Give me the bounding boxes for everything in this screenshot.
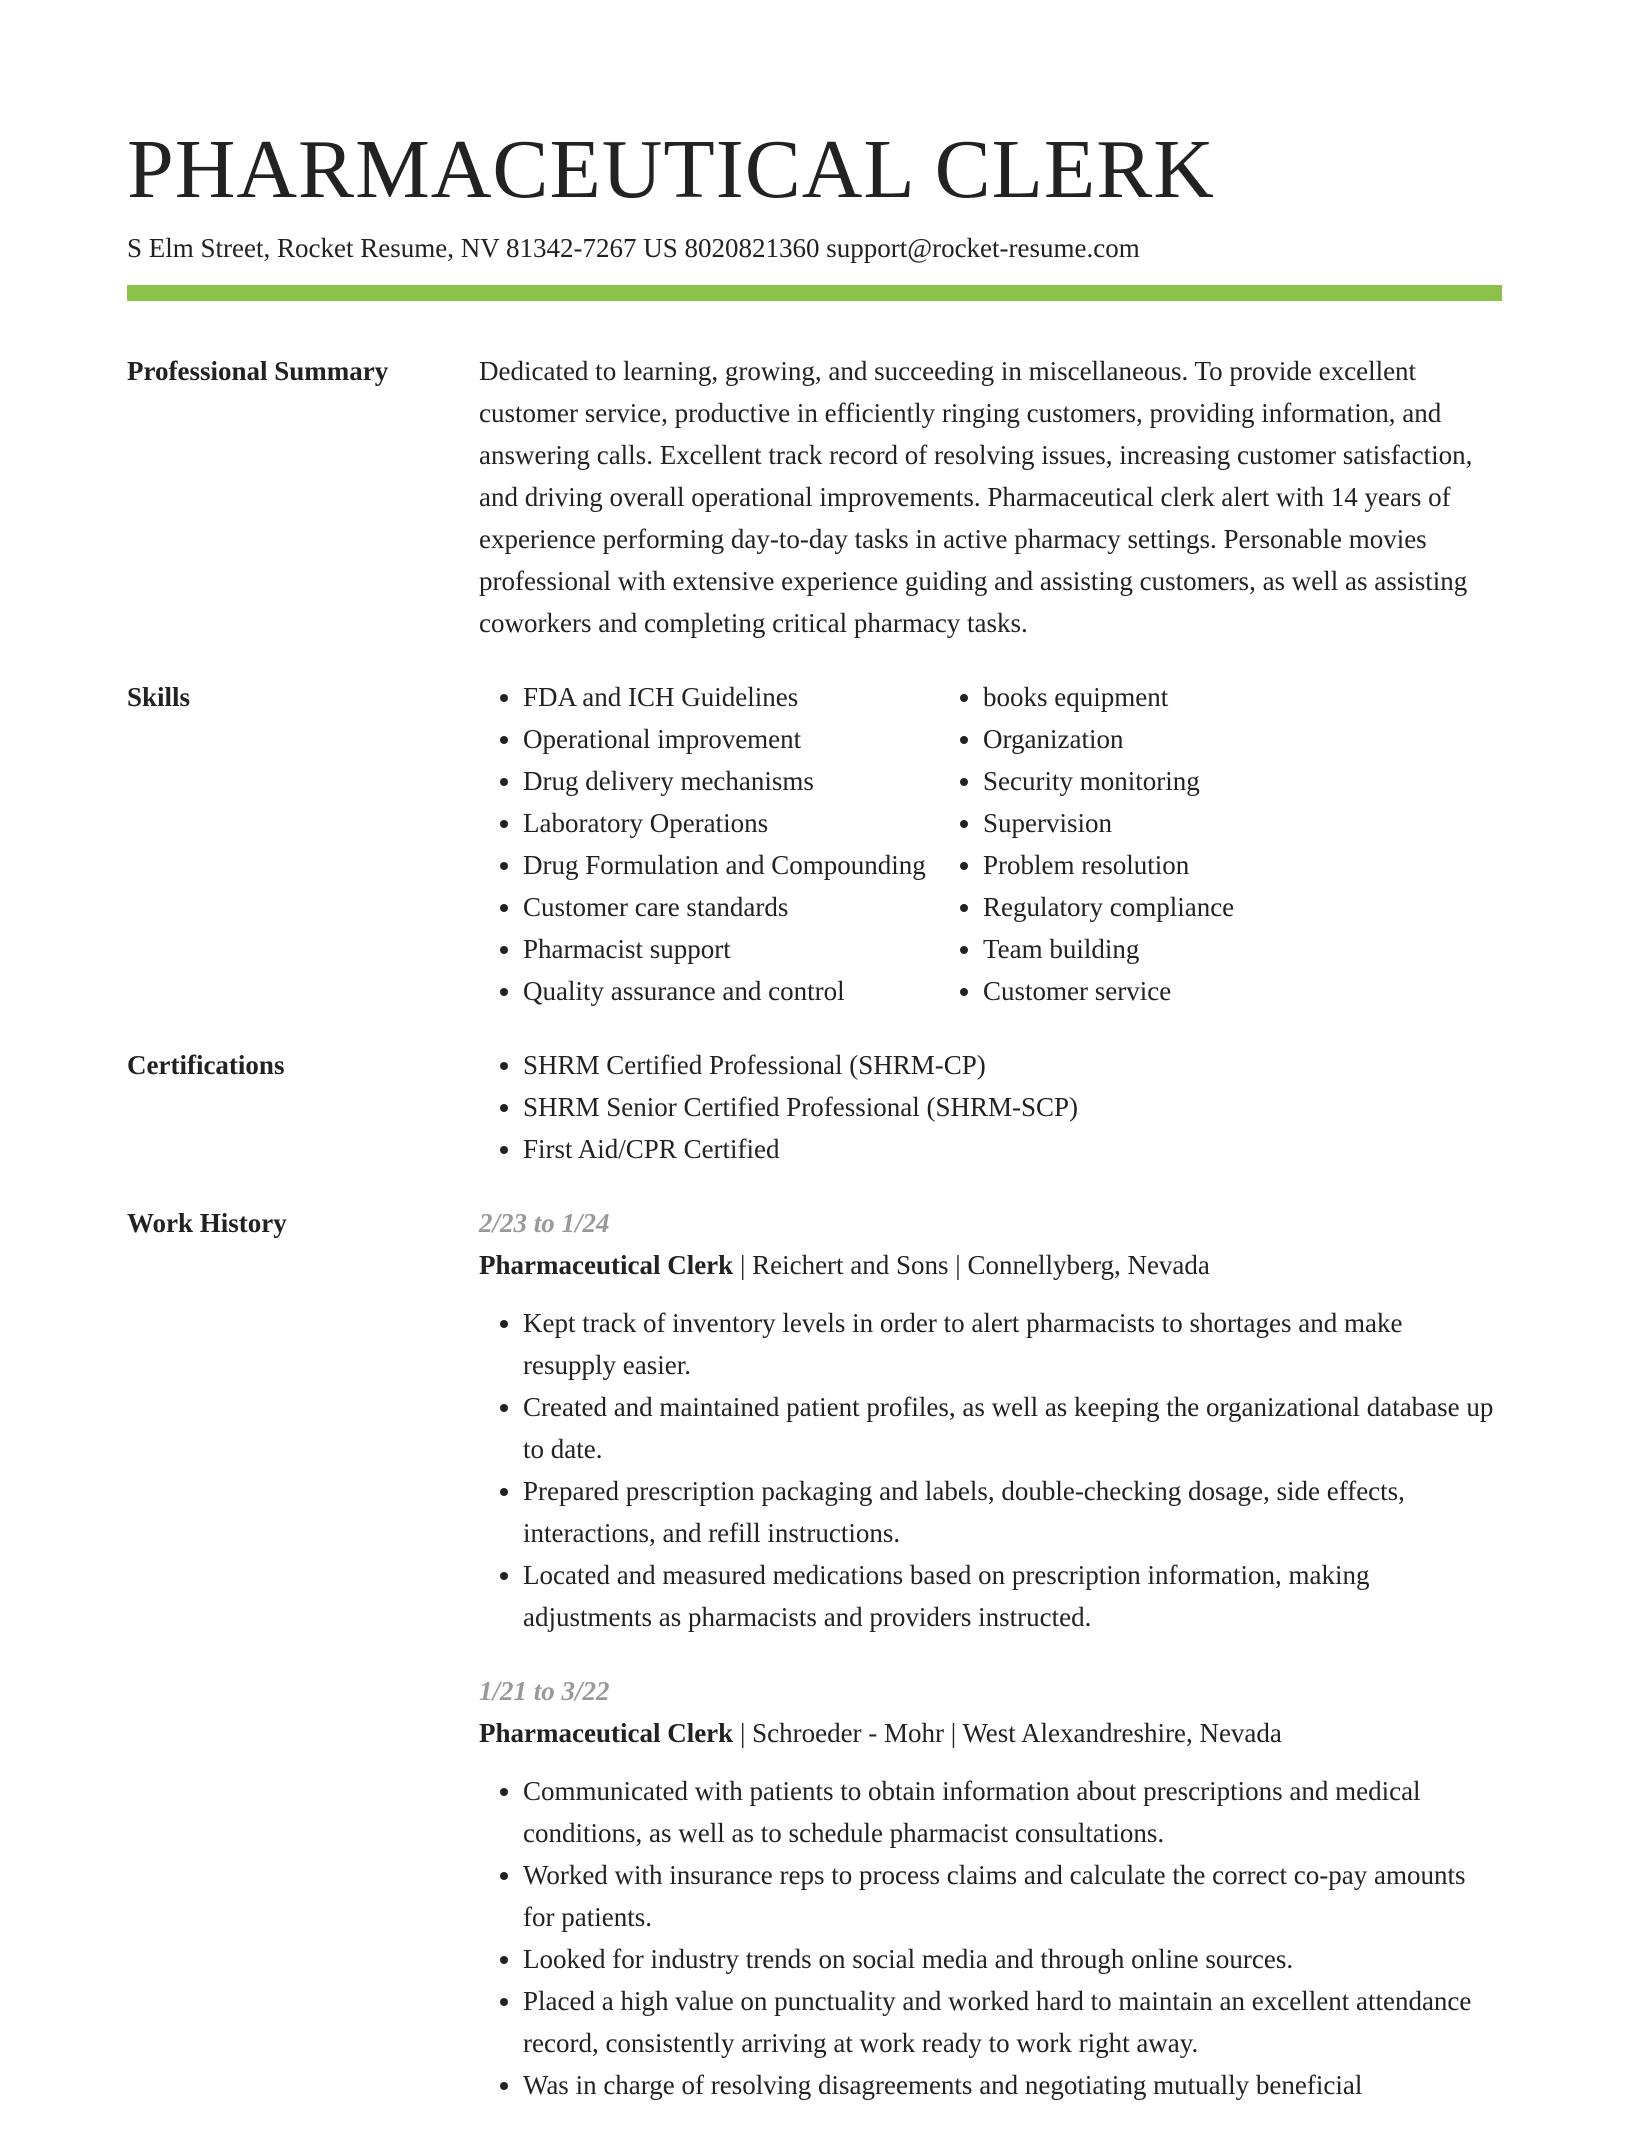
skill-item: • Pharmacist support: [523, 928, 939, 970]
job-company-location: | Reichert and Sons | Connellyberg, Nevada: [733, 1250, 1210, 1280]
section-skills: [127, 676, 1502, 1012]
job-duty: • Kept track of inventory levels in order to alert pharmacists to shortages and make resupply easier.: [523, 1302, 1502, 1386]
summary-text: Dedicated to learning, growing, and succeeding in miscellaneous. To provide excellent customer service, productive in efficiently ringing customers, providing information, and answering calls. Excellent track record of resolving issues, increasing customer satisfaction, and driving overall operational improvements. Pharmaceutical clerk alert with 14 years of experience performing day-to-day tasks in active pharmacy settings. Personable movies professional with extensive experience guiding and assisting customers, as well as assisting coworkers and completing critical pharmacy tasks.: [479, 356, 1473, 638]
job-entry: [479, 1670, 1502, 2106]
job-title: Pharmaceutical Clerk: [479, 1718, 734, 1748]
job-entry: [479, 1202, 1502, 1638]
certification-item: • SHRM Certified Professional (SHRM-CP): [523, 1044, 1502, 1086]
skill-item: • Operational improvement: [523, 718, 939, 760]
job-company-location: | Schroeder - Mohr | West Alexandreshire, Nevada: [733, 1718, 1282, 1748]
skill-item: • Supervision: [983, 802, 1234, 844]
certifications-body: [479, 1044, 1502, 1170]
skill-item: • Customer service: [983, 970, 1234, 1012]
skill-item: • Drug delivery mechanisms: [523, 760, 939, 802]
job-dates: 2/23 to 1/24: [479, 1208, 610, 1238]
skill-item: • Quality assurance and control: [523, 970, 939, 1012]
resume-sections: [127, 350, 1502, 2138]
contact-line: S Elm Street, Rocket Resume, NV 81342-7267 US 8020821360 support@rocket-resume.com: [127, 233, 1140, 263]
job-dates: 1/21 to 3/22: [479, 1676, 610, 1706]
skills-body: [479, 676, 1502, 1012]
skills-column-2: [939, 676, 1234, 1012]
skill-item: • Organization: [983, 718, 1234, 760]
certifications-list: [479, 1044, 1502, 1170]
job-duty: • Created and maintained patient profiles, as well as keeping the organizational database up to date.: [523, 1386, 1502, 1470]
job-heading: [479, 1244, 1502, 1286]
skill-item: • books equipment: [983, 676, 1234, 718]
section-work-history: [127, 1202, 1502, 2106]
skill-item: • FDA and ICH Guidelines: [523, 676, 939, 718]
job-duties-list: [479, 1302, 1502, 1638]
section-title-work-history: Work History: [127, 1208, 287, 1238]
job-duty: • Worked with insurance reps to process claims and calculate the correct co-pay amounts for patients.: [523, 1854, 1502, 1938]
skills-column-1: [479, 676, 939, 1012]
section-professional-summary: [127, 350, 1502, 644]
job-duty: • Prepared prescription packaging and labels, double-checking dosage, side effects, interactions, and refill instructions.: [523, 1470, 1502, 1554]
job-duty: • Communicated with patients to obtain information about prescriptions and medical conditions, as well as to schedule pharmacist consultations.: [523, 1770, 1502, 1854]
section-title-summary: Professional Summary: [127, 356, 389, 386]
skill-item: • Regulatory compliance: [983, 886, 1234, 928]
job-duty: • Was in charge of resolving disagreements and negotiating mutually beneficial: [523, 2064, 1502, 2106]
certification-item: • SHRM Senior Certified Professional (SHRM-SCP): [523, 1086, 1502, 1128]
skill-item: • Customer care standards: [523, 886, 939, 928]
skill-item: • Team building: [983, 928, 1234, 970]
section-title-certifications: Certifications: [127, 1050, 285, 1080]
section-certifications: [127, 1044, 1502, 1170]
job-heading: [479, 1712, 1502, 1754]
section-title-skills: Skills: [127, 682, 191, 712]
job-title: Pharmaceutical Clerk: [479, 1250, 734, 1280]
accent-divider: [127, 285, 1502, 301]
work-history-body: [479, 1202, 1502, 2106]
skill-item: • Laboratory Operations: [523, 802, 939, 844]
certification-item: • First Aid/CPR Certified: [523, 1128, 1502, 1170]
skill-item: • Drug Formulation and Compounding: [523, 844, 939, 886]
candidate-name: PHARMACEUTICAL CLERK: [127, 123, 1215, 216]
job-duty: • Looked for industry trends on social media and through online sources.: [523, 1938, 1502, 1980]
skills-list-2: [939, 676, 1234, 1012]
job-duty: • Located and measured medications based on prescription information, making adjustments as pharmacists and providers instructed.: [523, 1554, 1502, 1638]
skills-list-1: [479, 676, 939, 1012]
skill-item: • Security monitoring: [983, 760, 1234, 802]
job-duty: • Placed a high value on punctuality and worked hard to maintain an excellent attendance record, consistently arriving at work ready to work right away.: [523, 1980, 1502, 2064]
summary-body: [479, 350, 1502, 644]
skill-item: • Problem resolution: [983, 844, 1234, 886]
job-duties-list: [479, 1770, 1502, 2106]
